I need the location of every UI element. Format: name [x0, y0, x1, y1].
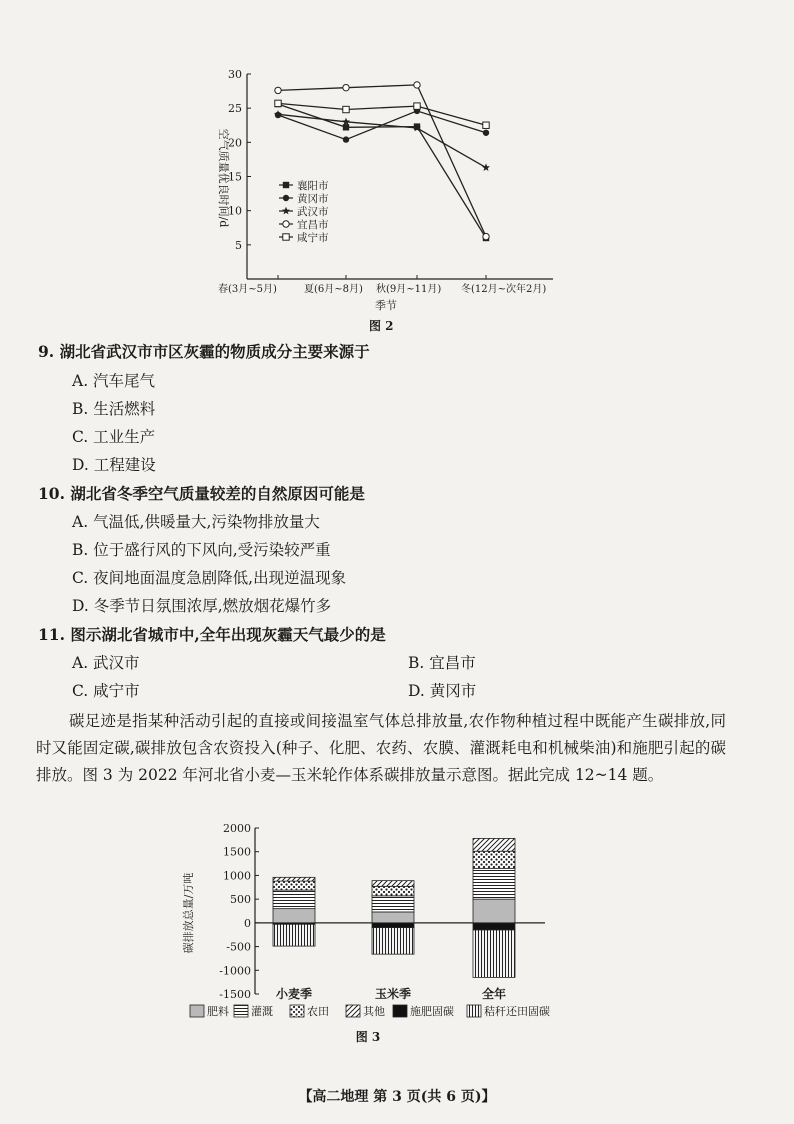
y-tick-label: -1500 [219, 988, 251, 1001]
y-tick-label: 30 [228, 68, 242, 81]
bar-segment-秸秆还田固碳-玉米季 [372, 928, 414, 955]
data-point [275, 100, 281, 106]
question-11-option-b: B. 宜昌市 [408, 654, 476, 672]
question-10-option-a: A. 气温低,供暖量大,污染物排放量大 [72, 513, 320, 531]
bar-segment-农田-全年 [473, 851, 515, 868]
category-label: 小麦季 [275, 987, 313, 1001]
question-10-option-c: C. 夜间地面温度急剧降低,出现逆温现象 [72, 569, 347, 587]
legend-label: 武汉市 [297, 206, 329, 218]
data-point [343, 124, 349, 130]
series-武汉市 [274, 110, 490, 171]
legend-label: 咸宁市 [297, 232, 329, 244]
category-label: 全年 [481, 987, 507, 1001]
question-11-option-c: C. 咸宁市 [72, 682, 140, 700]
bar-segment-农田-玉米季 [372, 886, 414, 895]
y-tick-label: 2000 [223, 822, 251, 835]
legend [279, 179, 329, 244]
bar-segment-其他-玉米季 [372, 881, 414, 887]
data-point [283, 234, 289, 240]
category-label: 玉米季 [374, 987, 412, 1001]
y-tick-label: 1000 [223, 869, 251, 883]
y-tick-label: -1000 [219, 964, 251, 978]
y-tick-label: 15 [228, 170, 242, 184]
question-10-option-b: B. 位于盛行风的下风向,受污染较严重 [72, 541, 331, 559]
y-tick-label: 20 [228, 136, 242, 150]
question-11-option-d: D. 黄冈市 [408, 682, 477, 700]
legend-swatch [346, 1005, 360, 1017]
question-10-option-d: D. 冬季节日氛围浓厚,燃放烟花爆竹多 [72, 597, 332, 615]
data-point [343, 106, 349, 112]
y-tick-label: 1500 [223, 845, 251, 859]
data-point [483, 130, 489, 136]
data-point [343, 136, 349, 142]
y-tick-label: 0 [244, 916, 251, 930]
question-9-option-a: A. 汽车尾气 [72, 372, 156, 390]
x-tick-label: 春(3月~5月) [218, 284, 277, 295]
question-9-option-c: C. 工业生产 [72, 428, 156, 446]
bar-segment-灌溉-玉米季 [372, 896, 414, 912]
data-point [283, 195, 289, 201]
data-point [275, 87, 281, 93]
figure-3-stacked-bar-chart [180, 818, 580, 1050]
y-tick-label: 25 [228, 102, 242, 116]
question-11-stem: 11. 图示湖北省城市中,全年出现灰霾天气最少的是 [38, 625, 386, 644]
question-9-option-d: D. 工程建设 [72, 456, 156, 474]
bar-segment-施肥固碳-全年 [473, 923, 515, 930]
data-point [283, 221, 289, 227]
legend-swatch [234, 1005, 248, 1017]
bar-segment-肥料-玉米季 [372, 912, 414, 923]
y-tick-label: -500 [226, 940, 251, 954]
y-tick-label: 5 [235, 238, 242, 252]
data-point [482, 163, 490, 171]
page-footer: 【高二地理 第 3 页(共 6 页)】 [298, 1089, 496, 1105]
figure-2-caption: 图 2 [369, 319, 394, 333]
question-9-stem: 9. 湖北省武汉市市区灰霾的物质成分主要来源于 [38, 342, 370, 361]
figure-3-caption: 图 3 [355, 1030, 381, 1044]
legend-label: 襄阳市 [297, 180, 329, 192]
y-axis-title: 空气质量优良时间/d [217, 128, 230, 228]
y-tick-label: 10 [228, 204, 242, 218]
bar-segment-秸秆还田固碳-全年 [473, 930, 515, 977]
x-tick-label: 秋(9月~11月) [376, 284, 442, 295]
question-11-option-a: A. 武汉市 [72, 654, 140, 672]
legend-label: 农田 [307, 1005, 329, 1018]
data-point [483, 233, 489, 239]
x-axis-title: 季节 [375, 299, 397, 312]
legend-label: 黄冈市 [297, 193, 329, 205]
bar-segment-肥料-全年 [473, 899, 515, 923]
legend-label: 灌溉 [251, 1005, 273, 1018]
question-9-option-b: B. 生活燃料 [72, 400, 156, 418]
x-tick-label: 夏(6月~8月) [304, 284, 363, 295]
bar-segment-其他-小麦季 [273, 877, 315, 881]
data-point [283, 182, 289, 188]
legend-swatch [290, 1005, 304, 1017]
legend-label: 宜昌市 [297, 219, 329, 231]
data-point [414, 103, 420, 109]
bar-segment-其他-全年 [473, 838, 515, 851]
legend-label: 施肥固碳 [410, 1005, 454, 1018]
bar-segment-施肥固碳-玉米季 [372, 923, 414, 928]
bar-segment-灌溉-小麦季 [273, 890, 315, 908]
passage-12-14: 碳足迹是指某种活动引起的直接或间接温室气体总排放量,农作物种植过程中既能产生碳排放,同时又能固定碳,碳排放包含农资投入(种子、化肥、农药、农膜、灌溉耗电和机械柴油)和施肥引起的碳排放。图 3 为 2022 年河北省小麦—玉米轮作体系碳排放量示意图。据此完成 12~14 题。 [36, 712, 726, 784]
legend-swatch [190, 1005, 204, 1017]
data-point [282, 207, 290, 215]
bar-segment-灌溉-全年 [473, 868, 515, 899]
question-10-stem: 10. 湖北省冬季空气质量较差的自然原因可能是 [38, 484, 365, 503]
y-tick-label: 500 [230, 893, 251, 907]
data-point [343, 84, 349, 90]
data-point [342, 118, 350, 126]
legend-label: 秸秆还田固碳 [484, 1005, 550, 1018]
y-axis-title: 碳排放总量/万吨 [182, 872, 195, 954]
bar-segment-秸秆还田固碳-小麦季 [273, 924, 315, 946]
legend-label: 肥料 [207, 1005, 229, 1018]
x-tick-label: 冬(12月~次年2月) [461, 284, 547, 295]
bar-segment-农田-小麦季 [273, 881, 315, 890]
data-point [483, 122, 489, 128]
data-point [414, 82, 420, 88]
legend-label: 其他 [363, 1005, 385, 1018]
legend [190, 1004, 550, 1018]
figure-2-line-chart [180, 58, 580, 320]
legend-swatch [467, 1005, 481, 1017]
legend-swatch [393, 1005, 407, 1017]
bar-segment-肥料-小麦季 [273, 909, 315, 923]
